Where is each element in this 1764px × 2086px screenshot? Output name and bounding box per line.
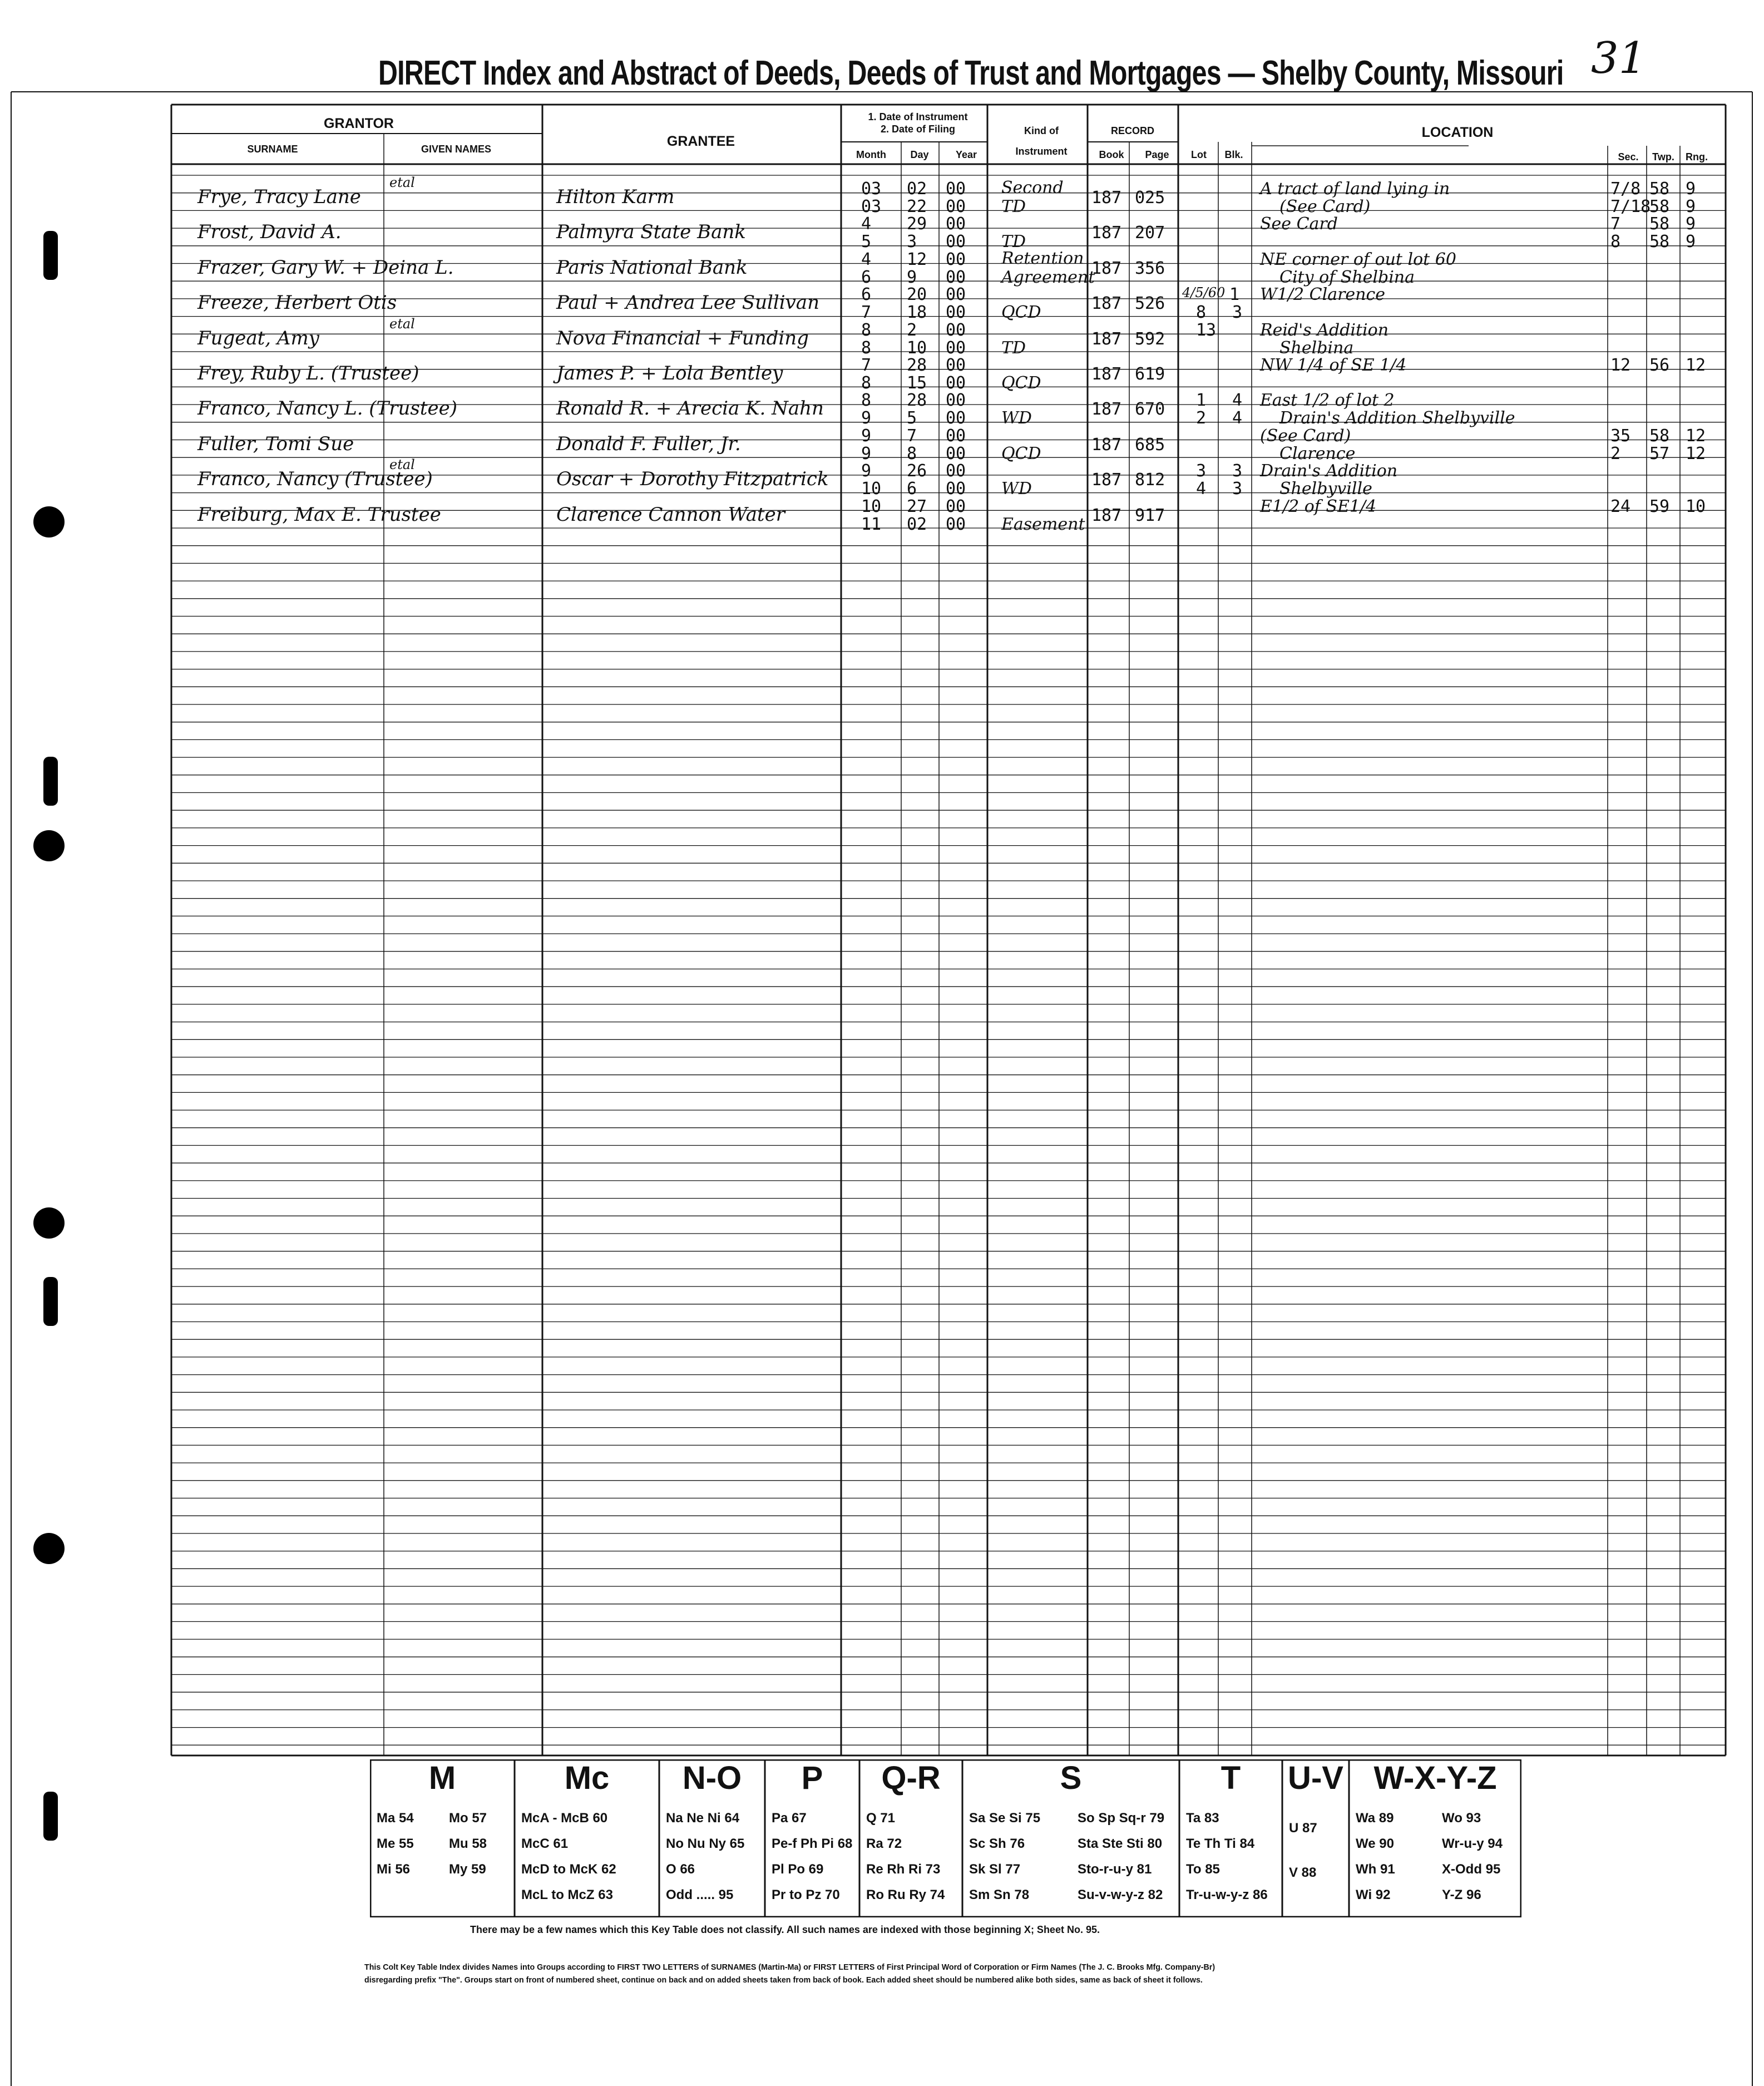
entry-grantee: Paris National Bank <box>556 256 748 279</box>
entry-kind: Easement <box>1001 514 1085 534</box>
entry-rng: 12 <box>1686 443 1706 463</box>
entry-day: 28 <box>907 391 927 411</box>
entry-day: 9 <box>907 267 917 287</box>
entry-day: 27 <box>907 496 927 516</box>
entry-page: 685 <box>1135 435 1165 455</box>
entry-page: 592 <box>1135 329 1165 349</box>
entry-page: 526 <box>1135 294 1165 314</box>
entry-day: 5 <box>907 408 917 428</box>
entry-year: 00 <box>946 338 966 358</box>
entry-location: See Card <box>1260 214 1338 234</box>
entry-kind: WD <box>1001 408 1032 428</box>
entry-kind: QCD <box>1001 373 1041 393</box>
entry-lot: 13 <box>1196 320 1217 340</box>
key-item: Y-Z 96 <box>1442 1887 1481 1902</box>
header-rng: Rng. <box>1686 151 1708 162</box>
entry-month: 6 <box>861 285 872 305</box>
entry-book: 187 <box>1091 400 1122 420</box>
header-instrument: Instrument <box>1015 146 1068 157</box>
key-item: Mi 56 <box>377 1862 411 1877</box>
entry-lot: 1 <box>1196 391 1207 411</box>
key-item: Te Th Ti 84 <box>1186 1836 1255 1851</box>
header-date-filing: 2. Date of Filing <box>880 124 956 135</box>
entry-year: 00 <box>946 356 966 375</box>
entry-year: 00 <box>946 197 966 216</box>
key-letter-q-r: Q-R <box>881 1760 941 1796</box>
header-year: Year <box>955 149 977 160</box>
entry-year: 00 <box>946 320 966 340</box>
entry-location: NW 1/4 of SE 1/4 <box>1260 356 1407 375</box>
key-item: Su-v-w-y-z 82 <box>1078 1887 1163 1902</box>
entry-month: 8 <box>861 320 872 340</box>
entry-grantor: Fugeat, Amy <box>197 327 319 349</box>
entry-location: (See Card) <box>1279 197 1371 216</box>
entry-month: 4 <box>861 249 872 269</box>
entry-blk: 3 <box>1232 461 1243 481</box>
header-book: Book <box>1099 149 1124 160</box>
key-item: Wa 89 <box>1356 1811 1394 1826</box>
entry-sec: 8 <box>1610 232 1621 252</box>
entry-grantor: Franco, Nancy L. (Trustee) <box>197 397 458 420</box>
entry-twp: 58 <box>1649 214 1670 234</box>
entry-kind: Retention <box>1001 248 1084 268</box>
entry-day: 26 <box>907 461 927 481</box>
entry-year: 00 <box>946 285 966 305</box>
entry-sec: 7/18 <box>1610 197 1651 216</box>
entry-year: 00 <box>946 479 966 499</box>
key-table-note: There may be a few names which this Key Table does not classify. All such names are indexed with those beginning X; Sheet No. 95. <box>470 1924 1100 1935</box>
entry-month: 6 <box>861 267 872 287</box>
entry-page: 670 <box>1135 400 1165 420</box>
entry-location: E1/2 of SE1/4 <box>1260 496 1377 516</box>
entry-month: 4 <box>861 214 872 234</box>
key-item: My 59 <box>449 1862 486 1877</box>
key-item: Ra 72 <box>866 1836 902 1851</box>
header-lot: Lot <box>1191 149 1207 160</box>
entry-kind: Agreement <box>1001 267 1095 287</box>
entry-day: 22 <box>907 197 927 216</box>
key-item: We 90 <box>1356 1836 1394 1851</box>
entry-rng: 12 <box>1686 356 1706 375</box>
entry-month: 9 <box>861 426 872 446</box>
entry-year: 00 <box>946 408 966 428</box>
key-item: Q 71 <box>866 1811 896 1826</box>
entry-month: 10 <box>861 496 882 516</box>
entry-month: 7 <box>861 303 872 323</box>
header-page: Page <box>1145 149 1169 160</box>
header-grantor: GRANTOR <box>324 116 394 131</box>
footer-line-2: disregarding prefix "The". Groups start on front of numbered sheet, continue on back and on added sheets taken from back of book. Each added sheet should be numbered alike both sides, same as back of sheet it follows. <box>364 1975 1203 1985</box>
header-blk: Blk. <box>1224 149 1243 160</box>
entry-year: 00 <box>946 443 966 463</box>
key-item: McA - McB 60 <box>521 1811 608 1826</box>
entry-page: 207 <box>1135 223 1165 243</box>
entry-grantor: Frost, David A. <box>197 221 342 244</box>
entry-location: Drain's Addition Shelbyville <box>1279 408 1515 428</box>
entry-page: 356 <box>1135 258 1165 278</box>
entry-sec: 2 <box>1610 443 1621 463</box>
entry-page: 619 <box>1135 364 1165 384</box>
entry-blk: 3 <box>1232 479 1243 499</box>
entry-month: 7 <box>861 356 872 375</box>
entry-year: 00 <box>946 514 966 534</box>
entry-location: W1/2 Clarence <box>1260 285 1386 305</box>
entry-location: City of Shelbina <box>1279 267 1415 287</box>
entry-grantee: Paul + Andrea Lee Sullivan <box>556 292 819 314</box>
key-letter-u-v: U-V <box>1288 1760 1343 1796</box>
entry-book: 187 <box>1091 329 1122 349</box>
header-surname: SURNAME <box>247 144 298 155</box>
entry-month: 9 <box>861 461 872 481</box>
key-letter-mc: Mc <box>564 1760 610 1796</box>
entry-book: 187 <box>1091 223 1122 243</box>
entry-month: 03 <box>861 179 882 199</box>
key-item: Pa 67 <box>772 1811 807 1826</box>
entry-lot: 3 <box>1196 461 1207 481</box>
entry-grantor-note: etal <box>389 315 415 332</box>
page-number: 31 <box>1591 33 1647 83</box>
key-item: Sk Sl 77 <box>969 1862 1021 1877</box>
entry-sec: 24 <box>1610 496 1631 516</box>
entry-day: 8 <box>907 443 917 463</box>
key-letter-s: S <box>1060 1760 1082 1796</box>
entry-year: 00 <box>946 496 966 516</box>
key-item: McL to McZ 63 <box>521 1887 613 1902</box>
entry-year: 00 <box>946 373 966 393</box>
entry-book: 187 <box>1091 470 1122 490</box>
colt-key-table <box>370 1759 1521 1917</box>
entry-month: 9 <box>861 408 872 428</box>
entry-grantee: Donald F. Fuller, Jr. <box>556 432 741 455</box>
entry-book: 187 <box>1091 294 1122 314</box>
entry-day: 28 <box>907 356 927 375</box>
entry-month: 8 <box>861 373 872 393</box>
header-given-names: GIVEN NAMES <box>421 144 492 155</box>
entry-sec: 35 <box>1610 426 1631 446</box>
entry-day: 18 <box>907 303 927 323</box>
entry-grantor-note: etal <box>389 175 415 190</box>
entry-location: A tract of land lying in <box>1260 179 1450 199</box>
header-record: RECORD <box>1110 125 1155 136</box>
entry-rng: 9 <box>1686 232 1696 252</box>
entry-day: 6 <box>907 479 917 499</box>
page-title: DIRECT Index and Abstract of Deeds, Deeds of Trust and Mortgages — Shelby County, Missouri <box>378 54 1564 92</box>
entry-twp: 59 <box>1649 496 1670 516</box>
entry-grantee: Hilton Karm <box>556 186 675 208</box>
entry-day: 02 <box>907 514 927 534</box>
entry-month: 8 <box>861 391 872 411</box>
key-item: Wh 91 <box>1356 1862 1395 1877</box>
entry-lot: 4 <box>1196 479 1207 499</box>
key-item: Sc Sh 76 <box>969 1836 1025 1851</box>
entry-year: 00 <box>946 461 966 481</box>
entry-location: NE corner of out lot 60 <box>1260 249 1456 269</box>
key-item: Mo 57 <box>449 1811 487 1826</box>
entry-sec: 12 <box>1610 356 1631 375</box>
entry-grantor: Frey, Ruby L. (Trustee) <box>197 362 419 384</box>
key-item: McD to McK 62 <box>521 1862 616 1877</box>
key-item: Wo 93 <box>1442 1811 1481 1826</box>
entry-kind: TD <box>1001 197 1026 216</box>
key-item: So Sp Sq-r 79 <box>1078 1811 1165 1826</box>
entry-sec: 7 <box>1610 214 1621 234</box>
entry-book: 187 <box>1091 188 1122 208</box>
key-item: Sto-r-u-y 81 <box>1078 1862 1152 1877</box>
entry-twp: 56 <box>1649 356 1670 375</box>
key-item: X-Odd 95 <box>1442 1862 1501 1877</box>
header-sec: Sec. <box>1618 151 1639 162</box>
key-item: Pe-f Ph Pi 68 <box>772 1836 853 1851</box>
entry-location: Shelbyville <box>1279 479 1372 499</box>
key-item: Pl Po 69 <box>772 1862 824 1877</box>
key-item: Odd ..... 95 <box>666 1887 734 1902</box>
entry-day: 15 <box>907 373 927 393</box>
entry-day: 20 <box>907 285 927 305</box>
key-letter-n-o: N-O <box>682 1760 742 1796</box>
key-letter-p: P <box>801 1760 823 1796</box>
key-item: Ta 83 <box>1186 1811 1219 1826</box>
entry-day: 29 <box>907 214 927 234</box>
entry-lot: 8 <box>1196 303 1207 323</box>
entry-blk: 3 <box>1232 303 1243 323</box>
entry-book: 187 <box>1091 258 1122 278</box>
entry-grantee: James P. + Lola Bentley <box>556 362 783 384</box>
entry-kind: QCD <box>1001 303 1041 323</box>
entry-grantor: Fuller, Tomi Sue <box>197 432 354 455</box>
key-item: Sm Sn 78 <box>969 1887 1030 1902</box>
entry-day: 7 <box>907 426 917 446</box>
header-kind-of: Kind of <box>1024 125 1059 136</box>
key-item: Pr to Pz 70 <box>772 1887 840 1902</box>
key-item: O 66 <box>666 1862 695 1877</box>
entry-year: 00 <box>946 249 966 269</box>
entry-rng: 12 <box>1686 426 1706 446</box>
entry-year: 00 <box>946 267 966 287</box>
entry-grantor: Frye, Tracy Lane <box>197 186 361 208</box>
entry-lot-note: 4/5/60 <box>1182 285 1226 301</box>
entry-day: 12 <box>907 249 927 269</box>
header-date-instrument: 1. Date of Instrument <box>868 111 968 122</box>
key-item: Wi 92 <box>1356 1887 1391 1902</box>
entry-kind: TD <box>1001 338 1026 358</box>
key-item: U 87 <box>1289 1821 1317 1836</box>
header-grantee: GRANTEE <box>666 134 735 149</box>
header-location: LOCATION <box>1421 125 1494 140</box>
key-item: V 88 <box>1289 1865 1317 1880</box>
entry-day: 10 <box>907 338 927 358</box>
entry-day: 2 <box>907 320 917 340</box>
entry-rng: 9 <box>1686 179 1696 199</box>
entry-kind: QCD <box>1001 443 1041 463</box>
key-item: Ro Ru Ry 74 <box>866 1887 945 1902</box>
entry-grantor: Frazer, Gary W. + Deina L. <box>197 256 454 279</box>
entry-year: 00 <box>946 232 966 252</box>
entry-twp: 58 <box>1649 232 1670 252</box>
entry-sec: 7/8 <box>1610 179 1641 199</box>
key-item: Me 55 <box>377 1836 414 1851</box>
entry-year: 00 <box>946 426 966 446</box>
entry-year: 00 <box>946 214 966 234</box>
key-item: Sa Se Si 75 <box>969 1811 1041 1826</box>
entry-grantor-note: etal <box>389 457 415 473</box>
entry-page: 025 <box>1135 188 1165 208</box>
entry-page: 812 <box>1135 470 1165 490</box>
entry-rng: 10 <box>1686 496 1706 516</box>
entry-grantor: Franco, Nancy (Trustee) <box>197 468 433 491</box>
entry-kind: Second <box>1001 178 1064 198</box>
key-item: Sta Ste Sti 80 <box>1078 1836 1163 1851</box>
entry-year: 00 <box>946 303 966 323</box>
entry-month: 5 <box>861 232 872 252</box>
entry-month: 03 <box>861 197 882 216</box>
key-item: Re Rh Ri 73 <box>866 1862 941 1877</box>
entry-location: Clarence <box>1279 443 1356 463</box>
entry-month: 9 <box>861 443 872 463</box>
entry-rng: 9 <box>1686 197 1696 216</box>
entry-grantee: Palmyra State Bank <box>556 221 746 244</box>
key-item: No Nu Ny 65 <box>666 1836 745 1851</box>
key-item: To 85 <box>1186 1862 1220 1877</box>
entry-book: 187 <box>1091 435 1122 455</box>
key-letter-t: T <box>1221 1760 1241 1796</box>
entry-month: 11 <box>861 514 882 534</box>
header-month: Month <box>856 149 886 160</box>
entry-location: Drain's Addition <box>1260 461 1398 481</box>
key-item: McC 61 <box>521 1836 569 1851</box>
entry-year: 00 <box>946 179 966 199</box>
entry-day: 3 <box>907 232 917 252</box>
entry-page: 917 <box>1135 505 1165 525</box>
footer-line-1: This Colt Key Table Index divides Names into Groups according to FIRST TWO LETTERS of SURNAMES (Martin-Ma) or FIRST LETTERS of First Principal Word of Corporation or Firm Names (The J. C. Brooks Mfg. Company-Br) <box>364 1962 1215 1972</box>
entry-location: East 1/2 of lot 2 <box>1260 391 1395 411</box>
entry-lot: 2 <box>1196 408 1207 428</box>
key-item: Ma 54 <box>377 1811 414 1826</box>
entry-lot: 1 <box>1229 285 1240 305</box>
entry-location: (See Card) <box>1260 426 1351 446</box>
entry-twp: 58 <box>1649 179 1670 199</box>
entry-grantor: Freeze, Herbert Otis <box>197 292 397 314</box>
entry-twp: 58 <box>1649 197 1670 216</box>
entry-day: 02 <box>907 179 927 199</box>
entry-month: 8 <box>861 338 872 358</box>
entry-location: Shelbina <box>1279 338 1354 358</box>
header-day: Day <box>910 149 929 160</box>
key-item: Wr-u-y 94 <box>1442 1836 1503 1851</box>
key-letter-m: M <box>428 1760 456 1796</box>
entry-grantee: Clarence Cannon Water <box>556 503 785 526</box>
key-item: Mu 58 <box>449 1836 487 1851</box>
header-twp: Twp. <box>1652 151 1674 162</box>
key-item: Tr-u-w-y-z 86 <box>1186 1887 1268 1902</box>
key-item: Na Ne Ni 64 <box>666 1811 740 1826</box>
entry-book: 187 <box>1091 505 1122 525</box>
entry-location: Reid's Addition <box>1260 320 1389 340</box>
entry-kind: WD <box>1001 479 1032 499</box>
entry-grantee: Nova Financial + Funding <box>556 327 809 349</box>
entry-blk: 4 <box>1232 408 1243 428</box>
entry-grantee: Ronald R. + Arecia K. Nahn <box>556 397 824 420</box>
entry-grantee: Oscar + Dorothy Fitzpatrick <box>556 468 829 491</box>
key-letter-w-x-y-z: W-X-Y-Z <box>1373 1760 1497 1796</box>
entry-book: 187 <box>1091 364 1122 384</box>
entry-blk: 4 <box>1232 391 1243 411</box>
entry-rng: 9 <box>1686 214 1696 234</box>
entry-month: 10 <box>861 479 882 499</box>
entry-year: 00 <box>946 391 966 411</box>
entry-grantor: Freiburg, Max E. Trustee <box>197 503 441 526</box>
entry-twp: 58 <box>1649 426 1670 446</box>
entry-twp: 57 <box>1649 443 1670 463</box>
entry-kind: TD <box>1001 232 1026 252</box>
